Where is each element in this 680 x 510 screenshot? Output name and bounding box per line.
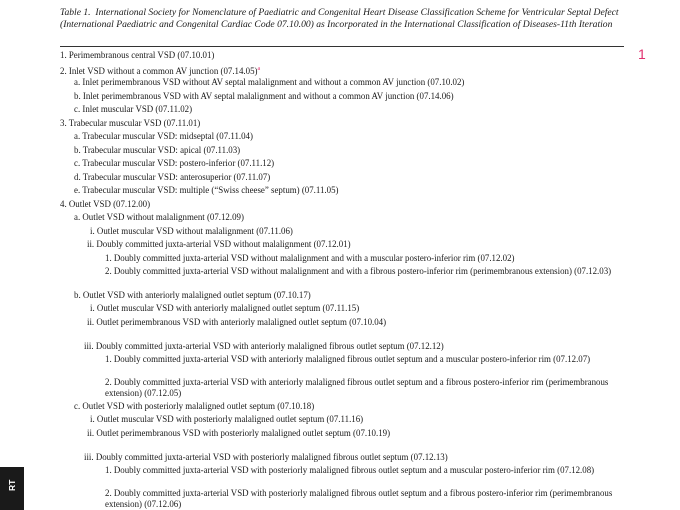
list-item: c. Trabecular muscular VSD: postero-inferior (07.11.12) xyxy=(74,158,275,168)
list-item: a. Outlet VSD without malalignment (07.12.09) xyxy=(74,212,244,222)
side-tab xyxy=(0,467,24,510)
list-item: 3. Trabecular muscular VSD (07.11.01) xyxy=(60,118,201,128)
list-item: i. Outlet muscular VSD with anteriorly malaligned outlet septum (07.11.15) xyxy=(90,303,360,313)
list-item: ii. Outlet perimembranous VSD with anteriorly malaligned outlet septum (07.10.04) xyxy=(87,317,387,327)
list-item: 4. Outlet VSD (07.12.00) xyxy=(60,199,151,209)
caption-rule xyxy=(60,46,624,47)
list-item: 1. Doubly committed juxta-arterial VSD with anteriorly malaligned fibrous outlet septum and a muscular postero-inferior rim (07.12.07) xyxy=(105,354,591,364)
list-item: i. Outlet muscular VSD with posteriorly malaligned outlet septum (07.11.16) xyxy=(90,414,364,424)
list-item: e. Trabecular muscular VSD: multiple (“Swiss cheese” septum) (07.11.05) xyxy=(74,185,339,195)
list-item: 2. Doubly committed juxta-arterial VSD without malalignment and with a fibrous postero-inferior rim (perimembranous extension) (07.12.03) xyxy=(105,266,612,276)
table-caption xyxy=(60,7,624,31)
side-tab-label: RT xyxy=(7,479,17,491)
table-label: Table 1. xyxy=(60,7,91,18)
list-item: d. Trabecular muscular VSD: anterosuperior (07.11.07) xyxy=(74,172,271,182)
list-item: ii. Outlet perimembranous VSD with posteriorly malaligned outlet septum (07.10.19) xyxy=(87,428,391,438)
table-title: International Society for Nomenclature of Paediatric and Congenital Heart Disease Classification Scheme for Ventricular Septal Defect (International Paediatric and Congenital Cardiac Code 07.10.00) as Incorporated in the International Classification of Diseases-11th Iteration xyxy=(60,7,619,30)
list-item: iii. Doubly committed juxta-arterial VSD with anteriorly malaligned fibrous outlet septum (07.12.12) xyxy=(84,341,444,351)
list-item: 1. Perimembranous central VSD (07.10.01) xyxy=(60,50,215,60)
page-number: 1 xyxy=(638,46,646,62)
list-item: iii. Doubly committed juxta-arterial VSD with posteriorly malaligned fibrous outlet septum (07.12.13) xyxy=(84,452,448,462)
list-item: a. Trabecular muscular VSD: midseptal (07.11.04) xyxy=(74,131,253,141)
list-item: 2. Doubly committed juxta-arterial VSD with posteriorly malaligned fibrous outlet septum and a fibrous postero-inferior rim (perimembranous extension) (07.12.06) xyxy=(105,488,613,509)
list-item: i. Outlet muscular VSD without malalignment (07.11.06) xyxy=(90,226,293,236)
list-item: ii. Doubly committed juxta-arterial VSD without malalignment (07.12.01) xyxy=(87,239,351,249)
list-item: 1. Doubly committed juxta-arterial VSD with posteriorly malaligned fibrous outlet septum and a muscular postero-inferior rim (07.12.08) xyxy=(105,465,595,475)
list-item: 2. Inlet VSD without a common AV junction $(07.14.05)^a$ xyxy=(60,65,261,76)
list-item: a. Inlet perimembranous VSD without AV septal malalignment and without a common AV junction (07.10.02) xyxy=(74,77,465,87)
list-item: b. Inlet perimembranous VSD with AV septal malalignment and without a common AV junction (07.14.06) xyxy=(74,91,454,101)
list-item: c. Inlet muscular VSD (07.11.02) xyxy=(74,104,193,114)
list-item: 2. Doubly committed juxta-arterial VSD with anteriorly malaligned fibrous outlet septum and a fibrous postero-inferior rim (perimembranous extension) (07.12.05) xyxy=(105,377,609,398)
list-item: 1. Doubly committed juxta-arterial VSD without malalignment and with a muscular postero-inferior rim (07.12.02) xyxy=(105,253,515,263)
footnote-marker[interactable]: a xyxy=(257,66,261,72)
list-item: b. Outlet VSD with anteriorly malaligned outlet septum (07.10.17) xyxy=(74,290,311,300)
list-item: c. Outlet VSD with posteriorly malaligned outlet septum (07.10.18) xyxy=(74,401,315,411)
list-item: b. Trabecular muscular VSD: apical (07.11.03) xyxy=(74,145,241,155)
